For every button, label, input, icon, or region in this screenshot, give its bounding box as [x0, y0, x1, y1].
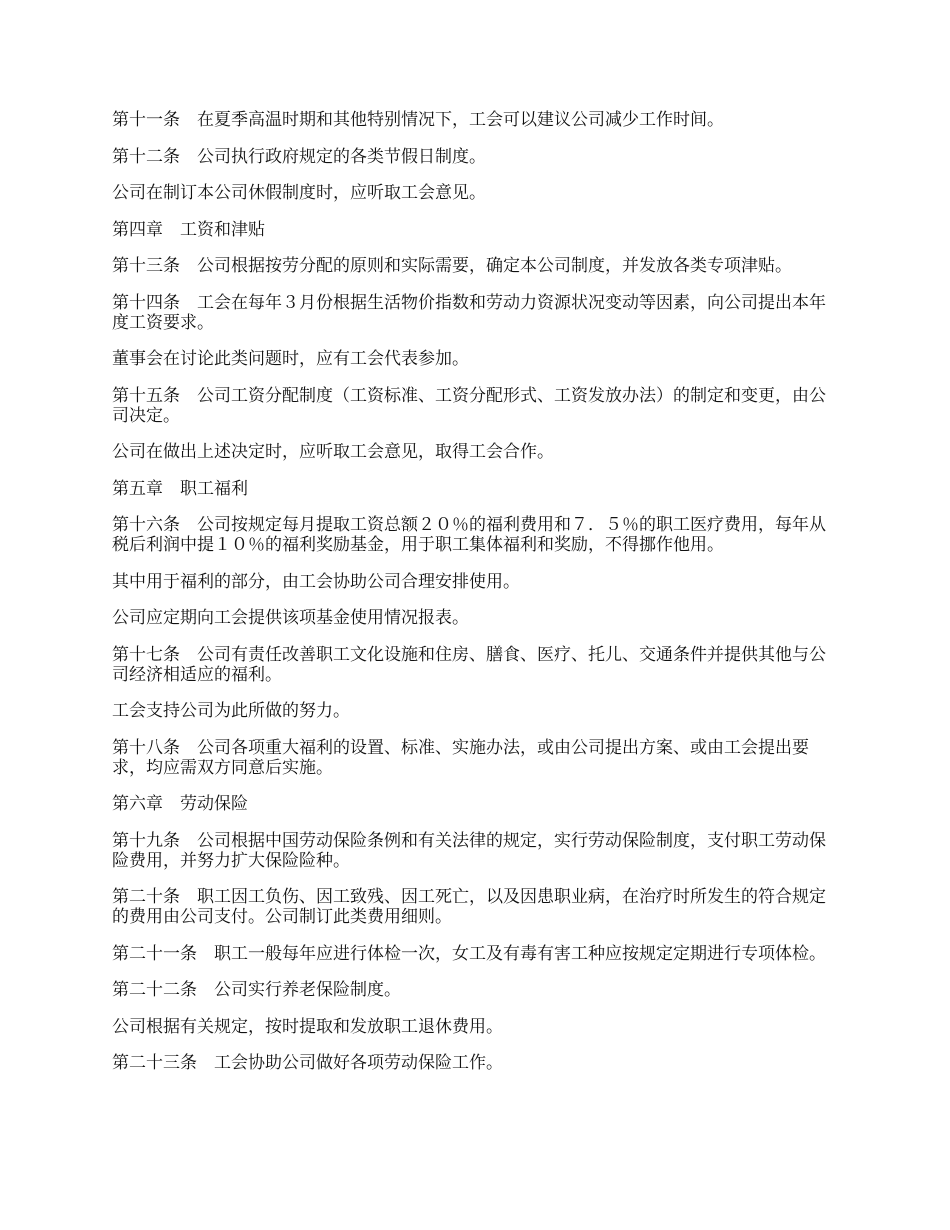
chapter-6-heading: 第六章 劳动保险: [112, 794, 248, 814]
article-16-note-1: 其中用于福利的部分，由工会协助公司合理安排使用。: [112, 571, 520, 592]
article-16: 第十六条 公司按规定每月提取工资总额２０％的福利费用和７．５％的职工医疗费用，每年从税后利润中提１０％的福利奖励基金，用于职工集体福利和奖励，不得挪作他用。: [112, 515, 826, 555]
article-22: 第二十二条 公司实行养老保险制度。: [112, 980, 401, 1000]
article-11: 第十一条 在夏季高温时期和其他特别情况下，工会可以建议公司减少工作时间。: [112, 110, 724, 130]
article-17: 第十七条 公司有责任改善职工文化设施和住房、膳食、医疗、托儿、交通条件并提供其他与公司经济相适应的福利。: [112, 644, 826, 685]
article-19: 第十九条 公司根据中国劳动保险条例和有关法律的规定，实行劳动保险制度，支付职工劳动保险费用，并努力扩大保险险种。: [112, 830, 826, 871]
article-17-note: 工会支持公司为此所做的努力。: [112, 701, 350, 721]
article-12: 第十二条 公司执行政府规定的各类节假日制度。: [112, 146, 486, 167]
article-22-note: 公司根据有关规定，按时提取和发放职工退休费用。: [112, 1016, 503, 1037]
article-13: 第十三条 公司根据按劳分配的原则和实际需要，确定本公司制度，并发放各类专项津贴。: [112, 256, 792, 276]
article-23: 第二十三条 工会协助公司做好各项劳动保险工作。: [112, 1053, 503, 1073]
document-body: [112, 110, 842, 1090]
article-15-note: 公司在做出上述决定时，应听取工会意见，取得工会合作。: [112, 442, 554, 462]
chapter-5-heading: 第五章 职工福利: [112, 478, 248, 499]
article-20: 第二十条 职工因工负伤、因工致残、因工死亡，以及因患职业病，在治疗时所发生的符合规定的费用由公司支付。公司制订此类费用细则。: [112, 887, 826, 927]
article-12-note: 公司在制订本公司休假制度时，应听取工会意见。: [112, 183, 486, 203]
article-15: 第十五条 公司工资分配制度（工资标准、工资分配形式、工资发放办法）的制定和变更，由公司决定。: [112, 385, 826, 426]
article-16-note-2: 公司应定期向工会提供该项基金使用情况报表。: [112, 608, 469, 628]
article-21: 第二十一条 职工一般每年应进行体检一次，女工及有毒有害工种应按规定定期进行专项体检。: [112, 943, 826, 964]
article-18: 第十八条 公司各项重大福利的设置、标准、实施办法，或由公司提出方案、或由工会提出要求，均应需双方同意后实施。: [112, 737, 809, 778]
article-14: 第十四条 工会在每年３月份根据生活物价指数和劳动力资源状况变动等因素，向公司提出本年度工资要求。: [112, 292, 826, 333]
chapter-4-heading: 第四章 工资和津贴: [112, 219, 265, 240]
article-14-note: 董事会在讨论此类问题时，应有工会代表参加。: [112, 349, 469, 369]
